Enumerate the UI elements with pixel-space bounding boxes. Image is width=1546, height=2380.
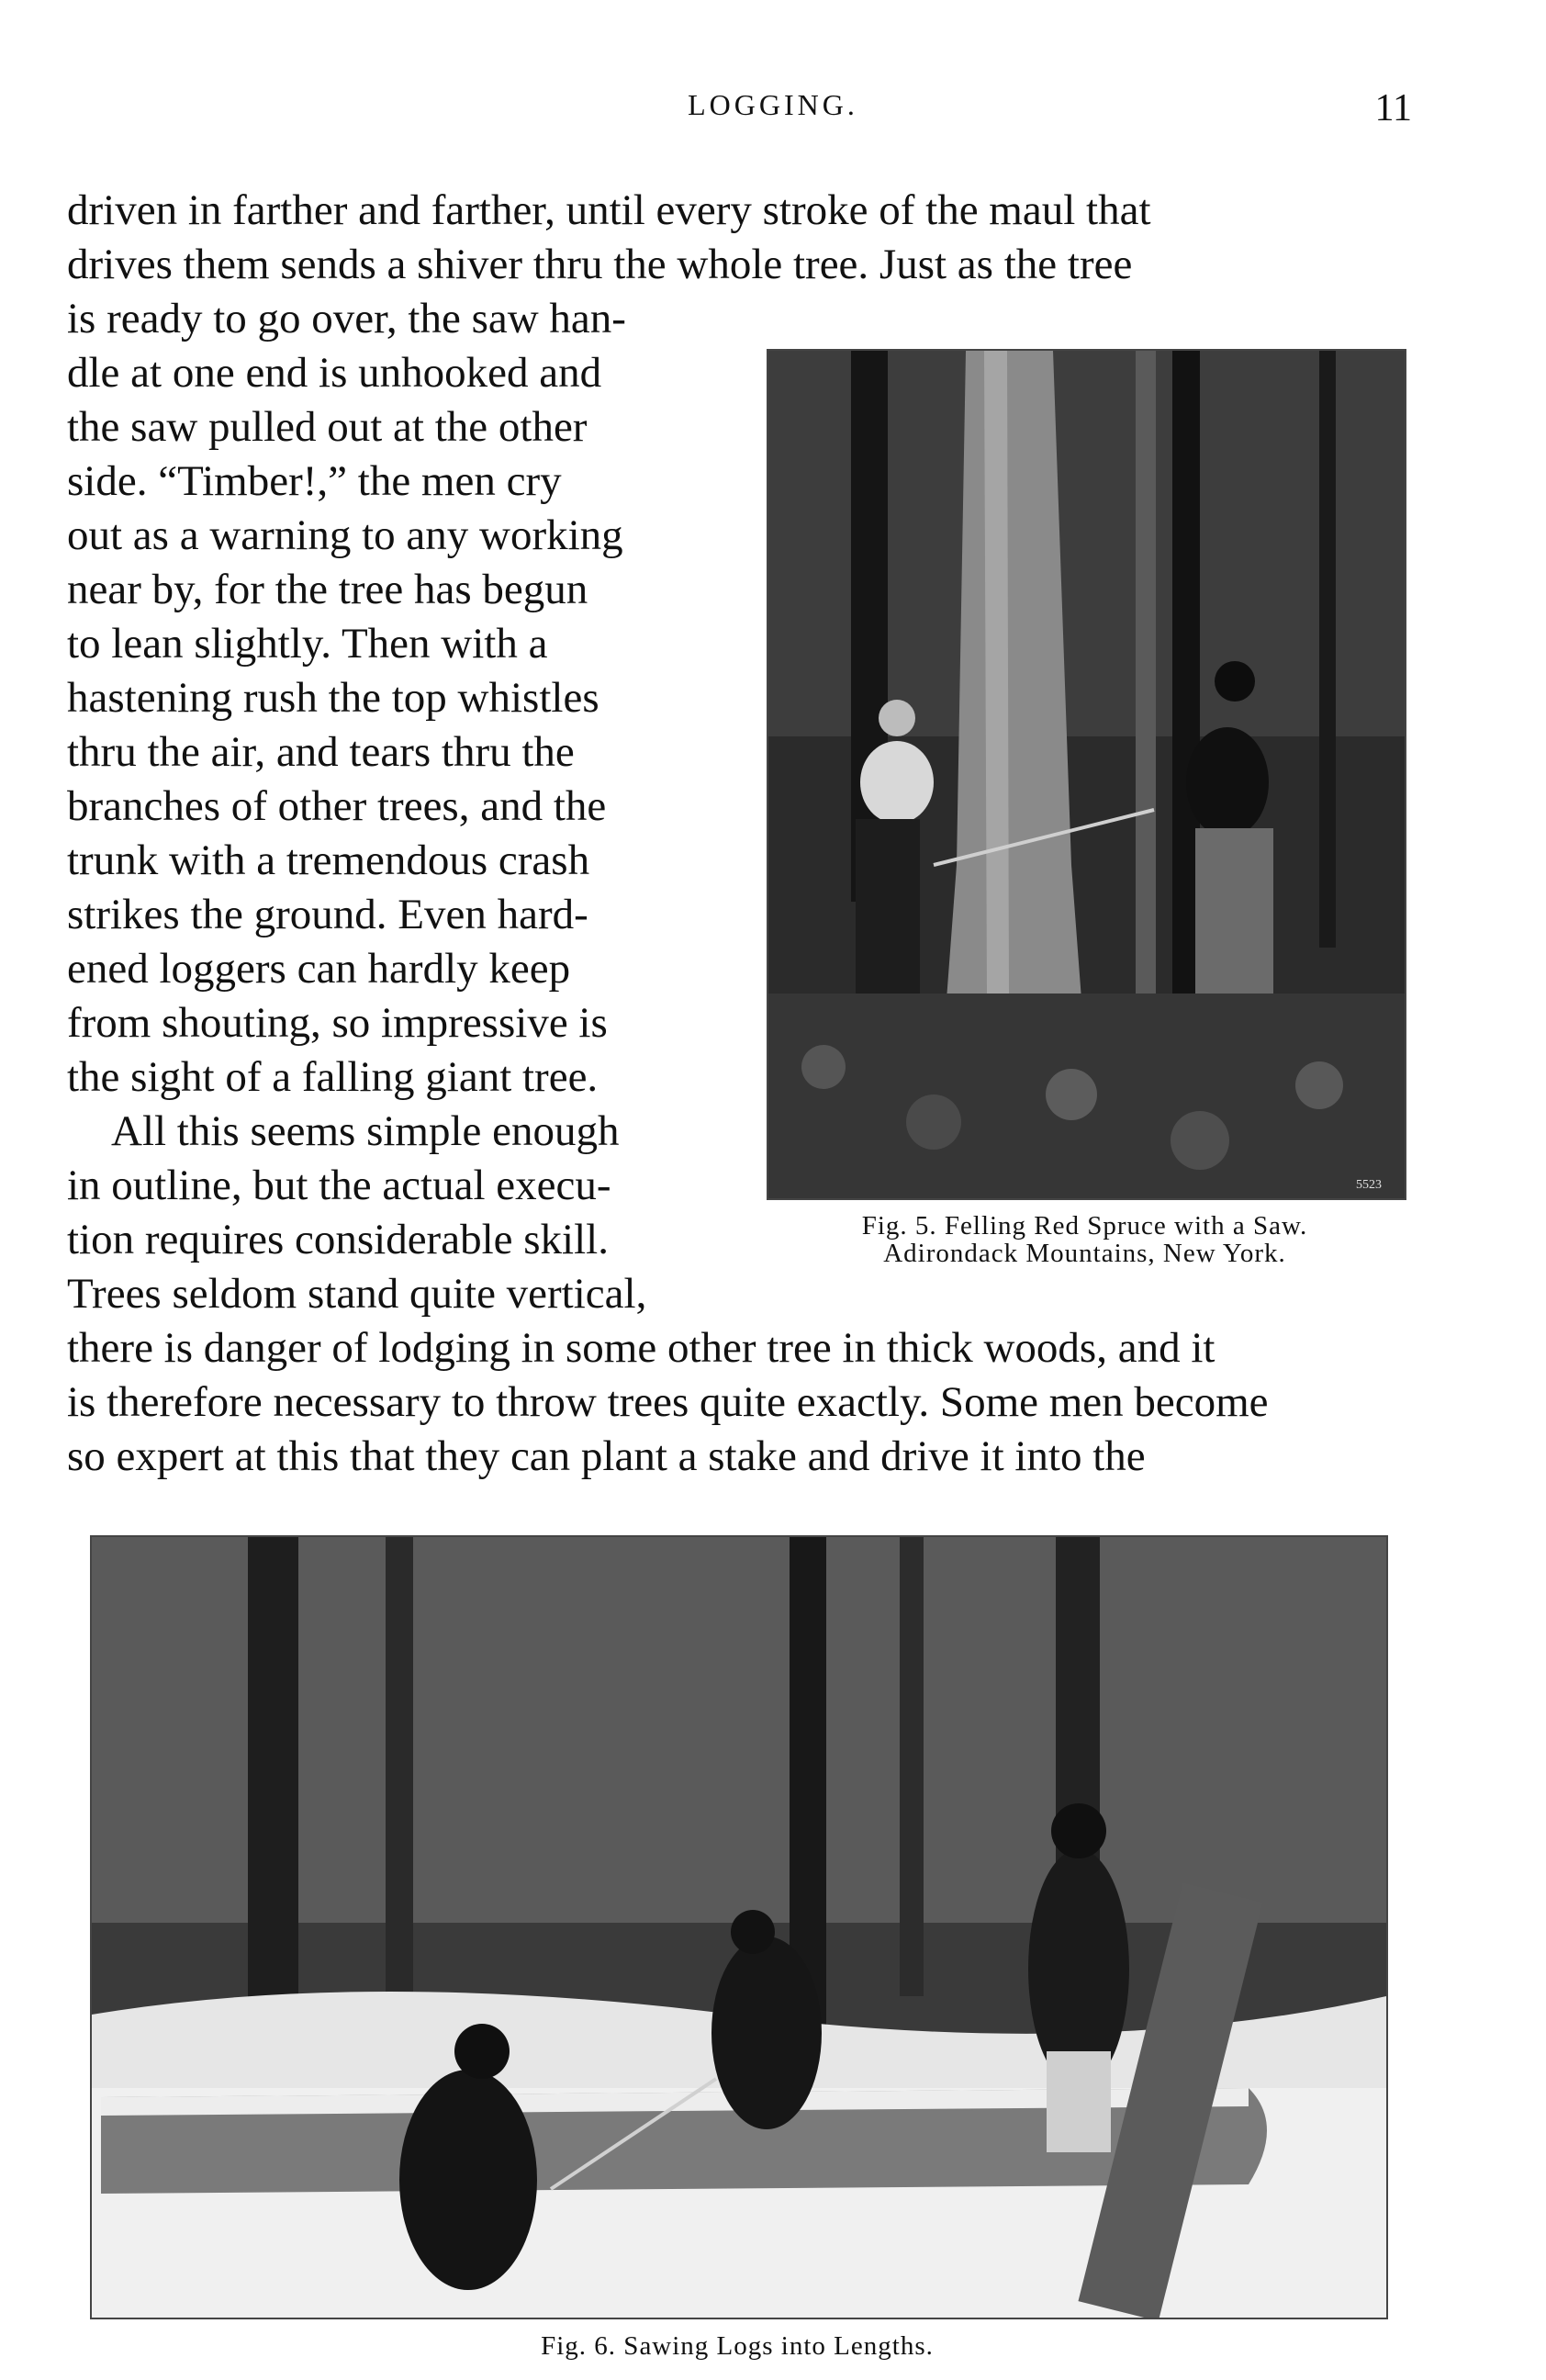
text-line: the saw pulled out at the other (67, 403, 588, 451)
text-line: thru the air, and tears thru the (67, 728, 575, 776)
text-line: ened loggers can hardly keep (67, 945, 571, 993)
text-line: All this seems simple enough (111, 1107, 620, 1155)
text-line: branches of other trees, and the (67, 782, 607, 830)
text-line: hastening rush the top whistles (67, 674, 599, 722)
text-line: Trees seldom stand quite vertical, (67, 1270, 647, 1318)
fig6-caption: Fig. 6. Sawing Logs into Lengths. (541, 2331, 934, 2361)
text-line: drives them sends a shiver thru the whole tree. Just as the tree (67, 241, 1133, 288)
text-line: is ready to go over, the saw han- (67, 295, 626, 342)
page-number: 11 (1374, 87, 1412, 129)
running-head: LOGGING. (688, 88, 858, 121)
text-line: in outline, but the actual execu- (67, 1162, 611, 1209)
fig5-caption-line1: Fig. 5. Felling Red Spruce with a Saw. (861, 1211, 1308, 1241)
text-line: out as a warning to any working (67, 511, 623, 559)
text-line: trunk with a tremendous crash (67, 836, 590, 884)
text-line: tion requires considerable skill. (67, 1216, 609, 1263)
text-line: so expert at this that they can plant a stake and drive it into the (67, 1432, 1146, 1480)
text-line: from shouting, so impressive is (67, 999, 608, 1047)
text-line: strikes the ground. Even hard- (67, 891, 588, 938)
text-line: the sight of a falling giant tree. (67, 1053, 599, 1101)
fig6-snow-forest-illustration (92, 1537, 1386, 2318)
text-line: side. “Timber!,” the men cry (67, 457, 562, 505)
text-line: driven in farther and farther, until every stroke of the maul that (67, 186, 1151, 234)
fig5-caption-line2: Adirondack Mountains, New York. (883, 1239, 1286, 1268)
text-line: there is danger of lodging in some other tree in thick woods, and it (67, 1324, 1216, 1372)
text-line: is therefore necessary to throw trees quite exactly. Some men become (67, 1378, 1269, 1426)
text-line: near by, for the tree has begun (67, 566, 588, 613)
text-line: to lean slightly. Then with a (67, 620, 548, 668)
fig6-photo (90, 1535, 1388, 2319)
text-line: dle at one end is unhooked and (67, 349, 602, 397)
fig5-forest-illustration (768, 351, 1405, 1198)
fig5-photo (767, 349, 1406, 1200)
fig5-plate-number: 5523 (1356, 1178, 1382, 1192)
